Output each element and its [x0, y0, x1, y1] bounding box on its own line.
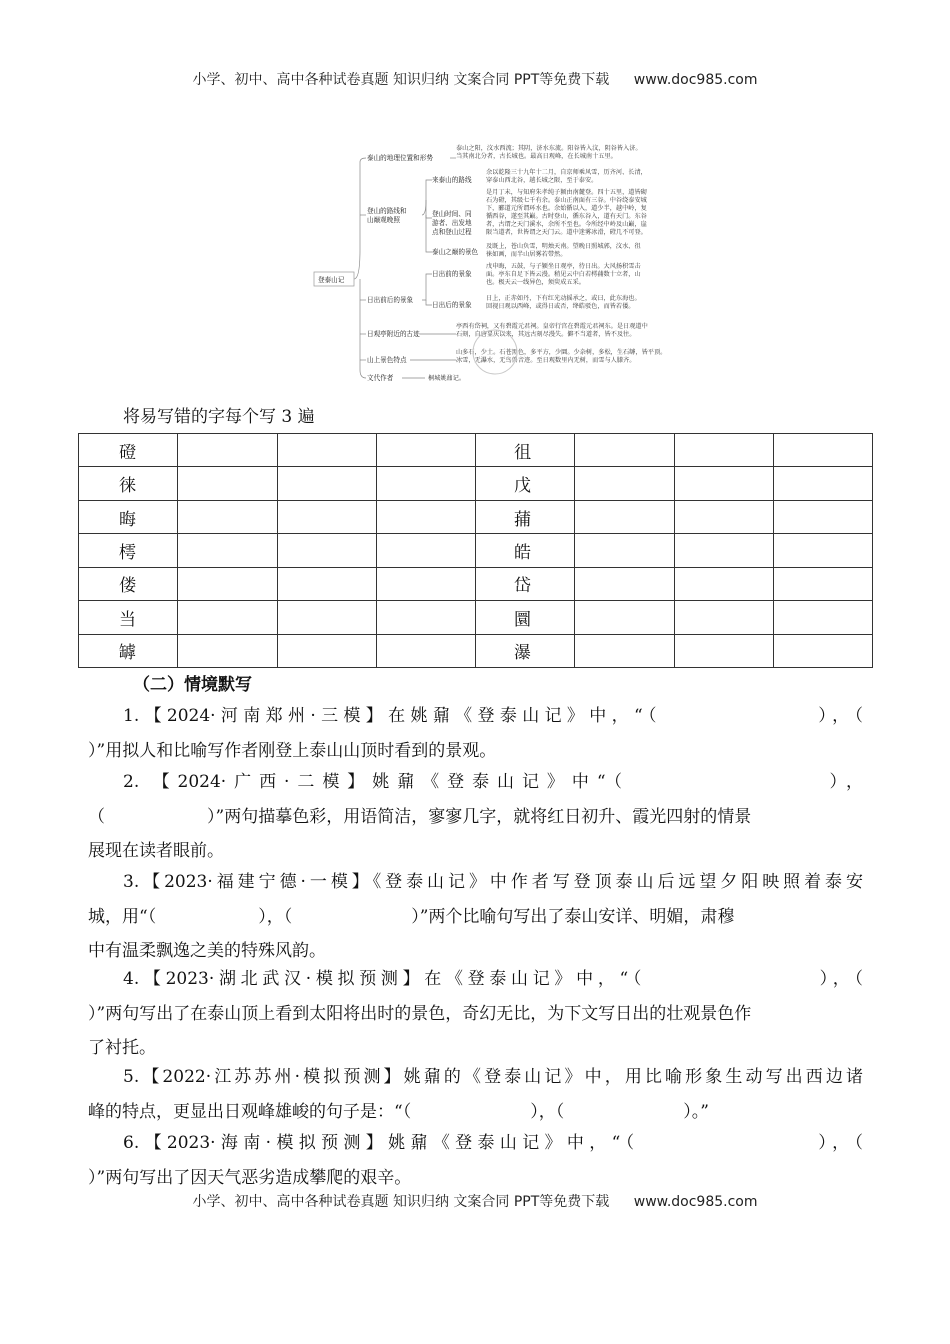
- question-5-line-2: 峰的特点，更显出日观峰雄峻的句子是：“（ ），（ ）。”: [88, 1101, 709, 1122]
- mind-map-note-2-2b: 石为磴，其级七千有余。泰山正南面有三谷。中谷绕泰安城: [486, 197, 647, 204]
- question-2-line-2: （ ）”两句描摹色彩，用语简洁，寥寥几字，就将红日初升、霞光四射的情景: [88, 806, 752, 827]
- mind-map-sub-3-2: 日出后的景象: [432, 301, 472, 309]
- practice-blank-cell: [376, 434, 475, 467]
- page-footer: [0, 1191, 950, 1211]
- practice-blank-cell: [773, 467, 872, 500]
- practice-blank-cell: [277, 567, 376, 600]
- practice-char: 樗: [79, 534, 178, 567]
- mind-map-branch-3: 日出前后的景象: [367, 296, 414, 304]
- table-row: [79, 467, 873, 500]
- question-1-line-2: ）”用拟人和比喻写作者刚登上泰山山顶时看到的景观。: [88, 740, 497, 761]
- question-5-line-1: 5.【2022·江苏苏州·模拟预测】姚鼐的《登泰山记》中，用比喻形象生动写出西边诸: [123, 1067, 863, 1087]
- practice-blank-cell: [178, 434, 277, 467]
- mind-map-note-4b: 石刻，自唐显庆以来，其远古刻尽漫失。僻不当道者，皆不及往。: [456, 331, 636, 338]
- practice-blank-cell: [575, 567, 674, 600]
- practice-blank-cell: [178, 567, 277, 600]
- question-6-line-2: ）”两句写出了因天气恶劣造成攀爬的艰辛。: [88, 1167, 412, 1188]
- practice-blank-cell: [575, 500, 674, 533]
- practice-blank-cell: [674, 567, 773, 600]
- practice-char: 岱: [476, 567, 575, 600]
- section-title: （二）情境默写: [133, 675, 252, 695]
- question-1-line-1: 1.【2024·河南郑州·三模】在姚鼐《登泰山记》中，“（ ），（: [123, 706, 863, 726]
- chars-practice-table: [78, 433, 873, 668]
- table-row: [79, 500, 873, 533]
- mind-map-note-3-2a: 日上，正赤如丹，下有红光动摇承之，或曰，此东海也。: [486, 295, 641, 302]
- practice-blank-cell: [376, 500, 475, 533]
- header-site: www.doc985.com: [633, 72, 758, 88]
- question-6: [88, 1126, 863, 1195]
- practice-blank-cell: [674, 634, 773, 667]
- practice-blank-cell: [178, 500, 277, 533]
- practice-blank-cell: [773, 634, 872, 667]
- footer-text: 小学、初中、高中各种试卷真题 知识归纳 文案合同 PPT等免费下载: [192, 1194, 610, 1210]
- practice-blank-cell: [376, 534, 475, 567]
- mind-map-note-5b: 冰雪，无瀑水，无鸟兽音迹。至日观数里内无树，而雪与人膝齐。: [456, 357, 636, 364]
- question-2-line-1: 2. 【2024·广西·二模】姚鼐《登泰山记》中“（ ），: [123, 772, 863, 792]
- mind-map-note-1-2: 当其南北分者，古长城也。最高日观峰，在长城南十五里。: [456, 153, 617, 160]
- practice-blank-cell: [277, 601, 376, 634]
- practice-blank-cell: [277, 500, 376, 533]
- practice-blank-cell: [277, 434, 376, 467]
- practice-blank-cell: [376, 634, 475, 667]
- practice-char: 皓: [476, 534, 575, 567]
- practice-blank-cell: [178, 534, 277, 567]
- mind-map-sub-2-2c: 点和登山过程: [432, 228, 472, 236]
- table-row: [79, 567, 873, 600]
- table-row: [79, 601, 873, 634]
- practice-blank-cell: [674, 434, 773, 467]
- mind-map-branch-2: 登山的路线和: [367, 207, 407, 215]
- practice-char: 偻: [79, 567, 178, 600]
- mind-map-note-5a: 山多石，少土。石苍黑色，多平方，少圜。少杂树，多松，生石罅，皆平顶。: [456, 349, 667, 356]
- practice-blank-cell: [674, 467, 773, 500]
- question-2: [88, 765, 863, 869]
- mind-map-sub-2-1: 来泰山的路线: [432, 176, 472, 184]
- practice-blank-cell: [376, 567, 475, 600]
- practice-blank-cell: [178, 601, 277, 634]
- practice-char: 圜: [476, 601, 575, 634]
- mind-map-note-3-1c: 也。极天云一线异色，须臾成五采。: [486, 279, 585, 286]
- practice-char: 徕: [79, 467, 178, 500]
- mind-map-note-4a: 亭西有岱祠，又有碧霞元君祠。皇帝行宫在碧霞元君祠东。是日观道中: [456, 323, 648, 330]
- practice-char: 当: [79, 601, 178, 634]
- question-3-line-2: 城，用“（ ），（ ）”两个比喻句写出了泰山安详、明媚，肃穆: [88, 906, 735, 927]
- practice-char: 罅: [79, 634, 178, 667]
- mind-map-sub-2-2: 登山时间、同: [432, 210, 472, 218]
- question-3-line-3: 中有温柔飘逸之美的特殊风韵。: [88, 941, 326, 961]
- practice-blank-cell: [773, 567, 872, 600]
- mind-map-note-1-1: 泰山之阳，汶水西流；其阴，济水东流。阳谷皆入汶，阴谷皆入济。: [456, 145, 642, 152]
- mind-map-note-2-3b: 徕如画，而半山居雾若带然。: [486, 251, 567, 258]
- mind-map-note-2-2a: 是月丁未，与知府朱孝纯子颍由南麓登。四十五里，道皆砌: [486, 189, 647, 196]
- practice-char: 瀑: [476, 634, 575, 667]
- practice-char: 徂: [476, 434, 575, 467]
- mind-map-branch-2b: 山巅观晚照: [367, 216, 400, 224]
- header-text: 小学、初中、高中各种试卷真题 知识归纳 文案合同 PPT等免费下载: [192, 72, 610, 88]
- practice-blank-cell: [178, 467, 277, 500]
- page-header: [0, 69, 950, 89]
- practice-blank-cell: [674, 534, 773, 567]
- mind-map-note-6: 桐城姚鼐记。: [428, 375, 466, 382]
- mind-map-note-2-2d: 循西谷，遂至其巅。古时登山，循东谷入，道有天门。东谷: [486, 213, 647, 220]
- question-6-line-1: 6.【2023·海南·模拟预测】姚鼐《登泰山记》中，“（ ），（: [123, 1133, 863, 1153]
- mind-map-note-2-2c: 下，郦道元所谓环水也。余始循以入，道少半，越中岭，复: [486, 205, 647, 212]
- practice-blank-cell: [773, 601, 872, 634]
- mind-map-note-2-2e: 者，古谓之天门溪水，余所不至也。今所经中岭及山巅，崖: [486, 221, 647, 228]
- mind-map-root: 登泰山记: [318, 276, 345, 284]
- mind-map-branch-1: 泰山的地理位置和形势: [367, 154, 433, 162]
- footer-site: www.doc985.com: [633, 1194, 758, 1210]
- table-row: [79, 634, 873, 667]
- question-5: [88, 1060, 863, 1129]
- mind-map-sub-2-2b: 游者、出发地: [432, 219, 472, 227]
- practice-blank-cell: [376, 467, 475, 500]
- mind-map-note-3-1b: 面。亭东自足下皆云漫。稍见云中白若樗蒱数十立者，山: [486, 271, 641, 278]
- mind-map-note-3-2b: 回视日观以西峰，或得日或否，绛皓驳色，而皆若偻。: [486, 303, 635, 310]
- mind-map-branch-4: 日观亭附近的古迹: [367, 330, 420, 338]
- practice-blank-cell: [277, 534, 376, 567]
- question-1: [88, 699, 863, 768]
- mind-map-note-2-1b: 穿泰山西北谷，越长城之限，至于泰安。: [486, 177, 598, 184]
- table-row: [79, 434, 873, 467]
- question-4-line-3: 了衬托。: [88, 1038, 156, 1058]
- practice-blank-cell: [178, 634, 277, 667]
- practice-blank-cell: [674, 601, 773, 634]
- practice-char: 蒱: [476, 500, 575, 533]
- practice-blank-cell: [575, 634, 674, 667]
- question-4: [88, 962, 863, 1066]
- practice-char: 晦: [79, 500, 178, 533]
- practice-blank-cell: [277, 634, 376, 667]
- practice-char: 磴: [79, 434, 178, 467]
- practice-blank-cell: [773, 534, 872, 567]
- mind-map-branch-5: 山上景色特点: [367, 356, 407, 364]
- mind-map-sub-2-3: 泰山之巅的景色: [432, 248, 479, 256]
- question-4-line-1: 4.【2023·湖北武汉·模拟预测】在《登泰山记》中，“（ ），（: [123, 969, 863, 989]
- table-row: [79, 534, 873, 567]
- mind-map-note-2-1a: 余以乾隆三十九年十二月，自京师乘风雪，历齐河、长清，: [486, 169, 647, 176]
- question-3: [88, 865, 863, 969]
- mind-map-note-2-3a: 及既上，苍山负雪，明烛天南。望晚日照城郭，汶水、徂: [486, 243, 641, 250]
- practice-blank-cell: [773, 500, 872, 533]
- question-4-line-2: ）”两句写出了在泰山顶上看到太阳将出时的景色，奇幻无比，为下文写日出的壮观景色作: [88, 1003, 752, 1024]
- intro-text: 将易写错的字每个写 3 遍: [123, 407, 315, 427]
- practice-blank-cell: [575, 534, 674, 567]
- practice-blank-cell: [674, 500, 773, 533]
- mind-map-branch-6: 文代作者: [367, 374, 394, 382]
- mind-map: [310, 140, 672, 386]
- practice-blank-cell: [376, 601, 475, 634]
- practice-blank-cell: [575, 601, 674, 634]
- practice-blank-cell: [575, 467, 674, 500]
- practice-blank-cell: [575, 434, 674, 467]
- mind-map-sub-3-1: 日出前的景象: [432, 270, 472, 278]
- practice-blank-cell: [773, 434, 872, 467]
- practice-char: 戊: [476, 467, 575, 500]
- practice-blank-cell: [277, 467, 376, 500]
- question-3-line-1: 3.【2023·福建宁德·一模】《登泰山记》中作者写登顶泰山后远望夕阳映照着泰安: [123, 872, 863, 892]
- mind-map-note-2-2f: 限当道者，世皆谓之天门云。道中迷雾冰滑，磴几不可登。: [486, 229, 647, 236]
- mind-map-note-3-1a: 戊申晦，五鼓，与子颍坐日观亭，待日出。大风扬积雪击: [486, 263, 641, 270]
- question-2-line-3: 展现在读者眼前。: [88, 841, 224, 861]
